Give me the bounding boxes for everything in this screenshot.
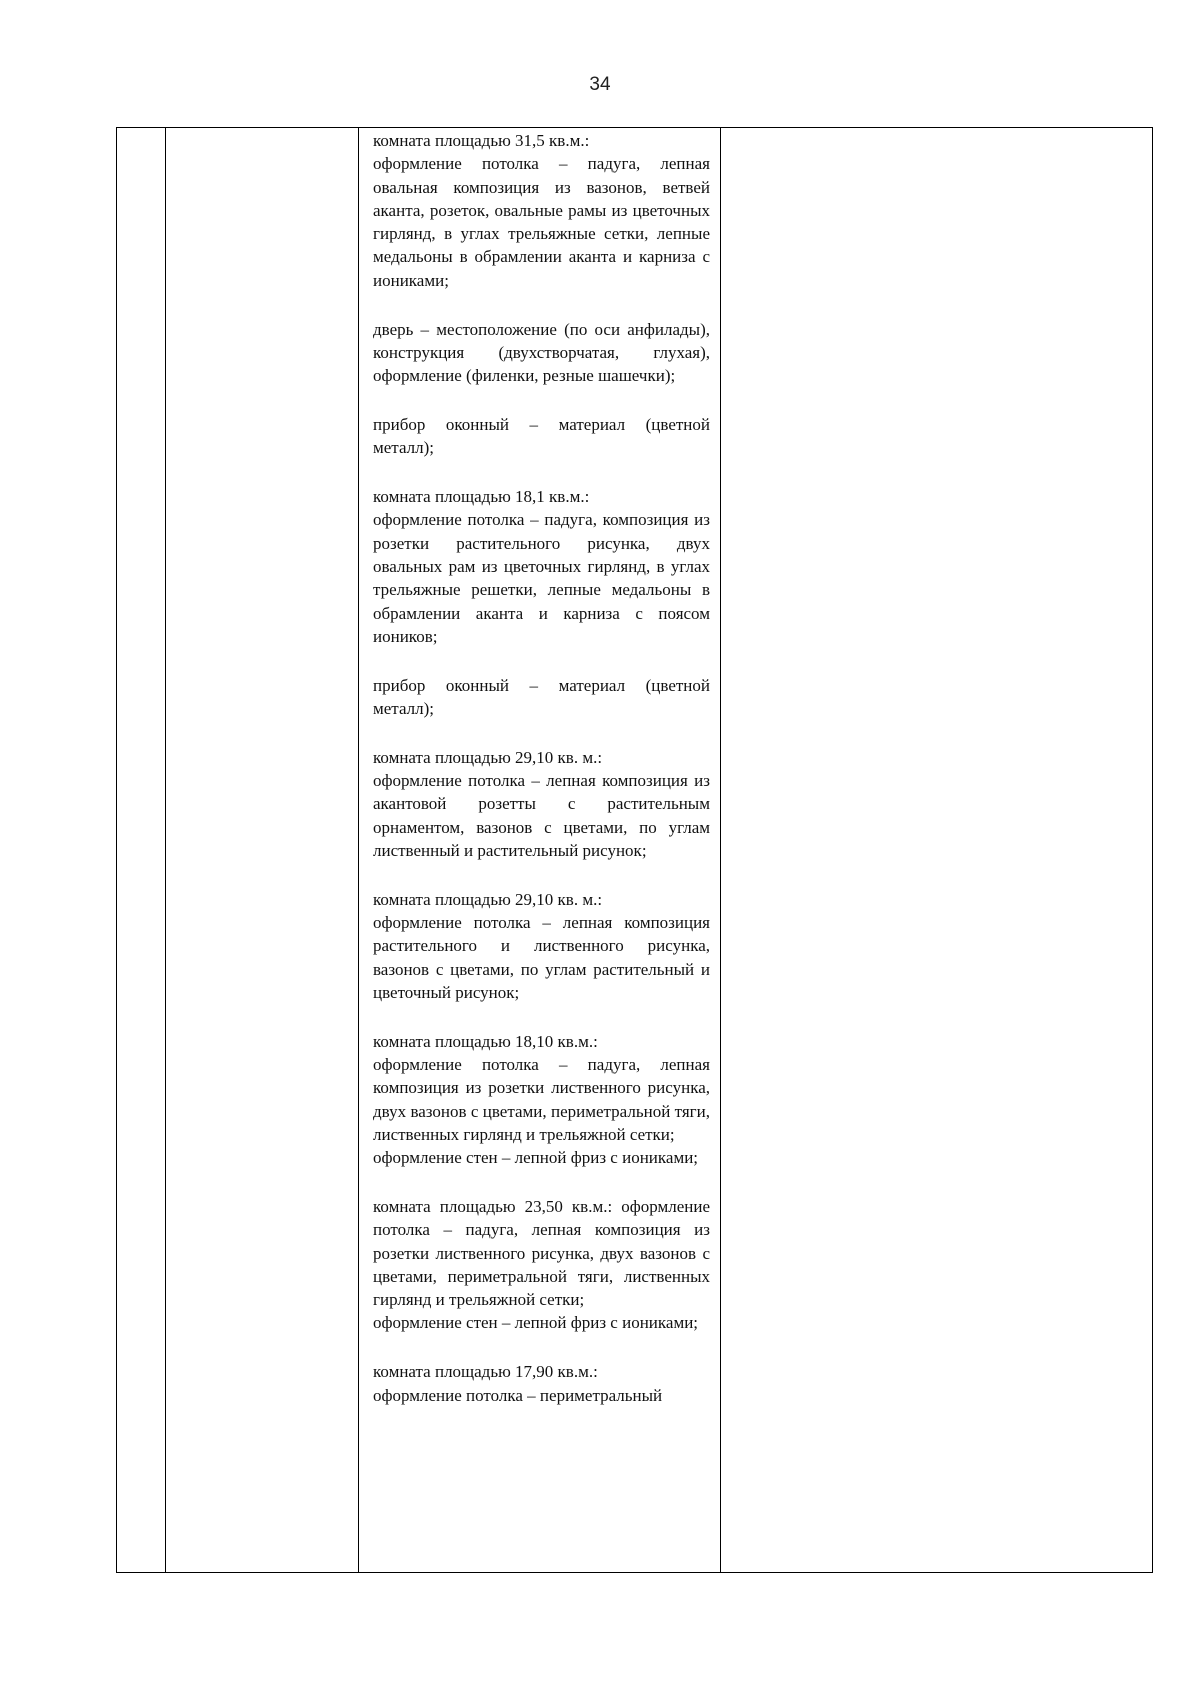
entry-text: оформление потолка – падуга, лепная овальная композиция из вазонов, ветвей аканта, розеток, овальные рамы из цветочных гирлянд, в углах трельяжные сетки, лепные медальоны в обрамлении аканта и карниза с иониками; bbox=[373, 154, 710, 290]
table-entry bbox=[373, 318, 710, 388]
document-table bbox=[116, 127, 1153, 1573]
table-column-object-name bbox=[166, 128, 359, 1572]
entry-text: прибор оконный – материал (цветной металл); bbox=[373, 414, 710, 458]
table-entry bbox=[373, 413, 710, 460]
table-column-number bbox=[117, 128, 166, 1572]
table-entry bbox=[373, 1030, 710, 1170]
table-entry bbox=[373, 674, 710, 721]
table-entry bbox=[373, 888, 710, 1004]
entry-text: оформление стен – лепной фриз с иониками; bbox=[373, 1313, 699, 1333]
table-entry bbox=[373, 746, 710, 862]
entry-text: оформление стен – лепной фриз с иониками; bbox=[373, 1148, 699, 1168]
entry-text: оформление потолка – лепная композиция растительного и лиственного рисунка, вазонов с цветами, по углам растительный и цветочный рисунок; bbox=[373, 913, 710, 1002]
entry-text: оформление потолка – периметральный bbox=[373, 1385, 663, 1405]
entry-heading: комната площадью 17,90 кв.м.: bbox=[373, 1362, 598, 1382]
entry-heading: комната площадью 31,5 кв.м.: bbox=[373, 131, 590, 150]
entry-text: оформление потолка – падуга, лепная композиция из розетки лиственного рисунка, двух вазонов с цветами, периметральной тяги, лиственных гирлянд и трельяжной сетки; bbox=[373, 1055, 710, 1144]
entry-text: дверь – местоположение (по оси анфилады), конструкция (двухстворчатая, глухая), оформление (филенки, резные шашечки); bbox=[373, 319, 710, 386]
entry-text: оформление потолка – лепная композиция из акантовой розетты с растительным орнаментом, вазонов с цветами, по углам лиственный и растительный рисунок; bbox=[373, 771, 710, 860]
entry-heading: комната площадью 18,1 кв.м.: bbox=[373, 487, 590, 507]
entry-text: комната площадью 23,50 кв.м.: оформление потолка – падуга, лепная композиция из розетки лиственного рисунка, двух вазонов с цветами, периметральной тяги, лиственных гирлянд и трельяжной сетки; bbox=[373, 1196, 710, 1310]
table-entry bbox=[373, 485, 710, 648]
entry-text: прибор оконный – материал (цветной металл); bbox=[373, 675, 710, 718]
table-entry bbox=[373, 1195, 710, 1335]
page-number: 34 bbox=[589, 74, 611, 95]
table-entry bbox=[373, 129, 710, 292]
entry-heading: комната площадью 29,10 кв. м.: bbox=[373, 747, 603, 767]
entry-heading: комната площадью 18,10 кв.м.: bbox=[373, 1031, 598, 1051]
table-entry bbox=[373, 1360, 710, 1407]
entry-text: оформление потолка – падуга, композиция из розетки растительного рисунка, двух овальных рам из цветочных гирлянд, в углах трельяжные решетки, лепные медальоны в обрамлении аканта и карниза с поясом иоников; bbox=[373, 510, 710, 646]
table-column-description bbox=[359, 128, 721, 1572]
entry-heading: комната площадью 29,10 кв. м.: bbox=[373, 889, 603, 909]
table-column-notes bbox=[721, 128, 1152, 1572]
